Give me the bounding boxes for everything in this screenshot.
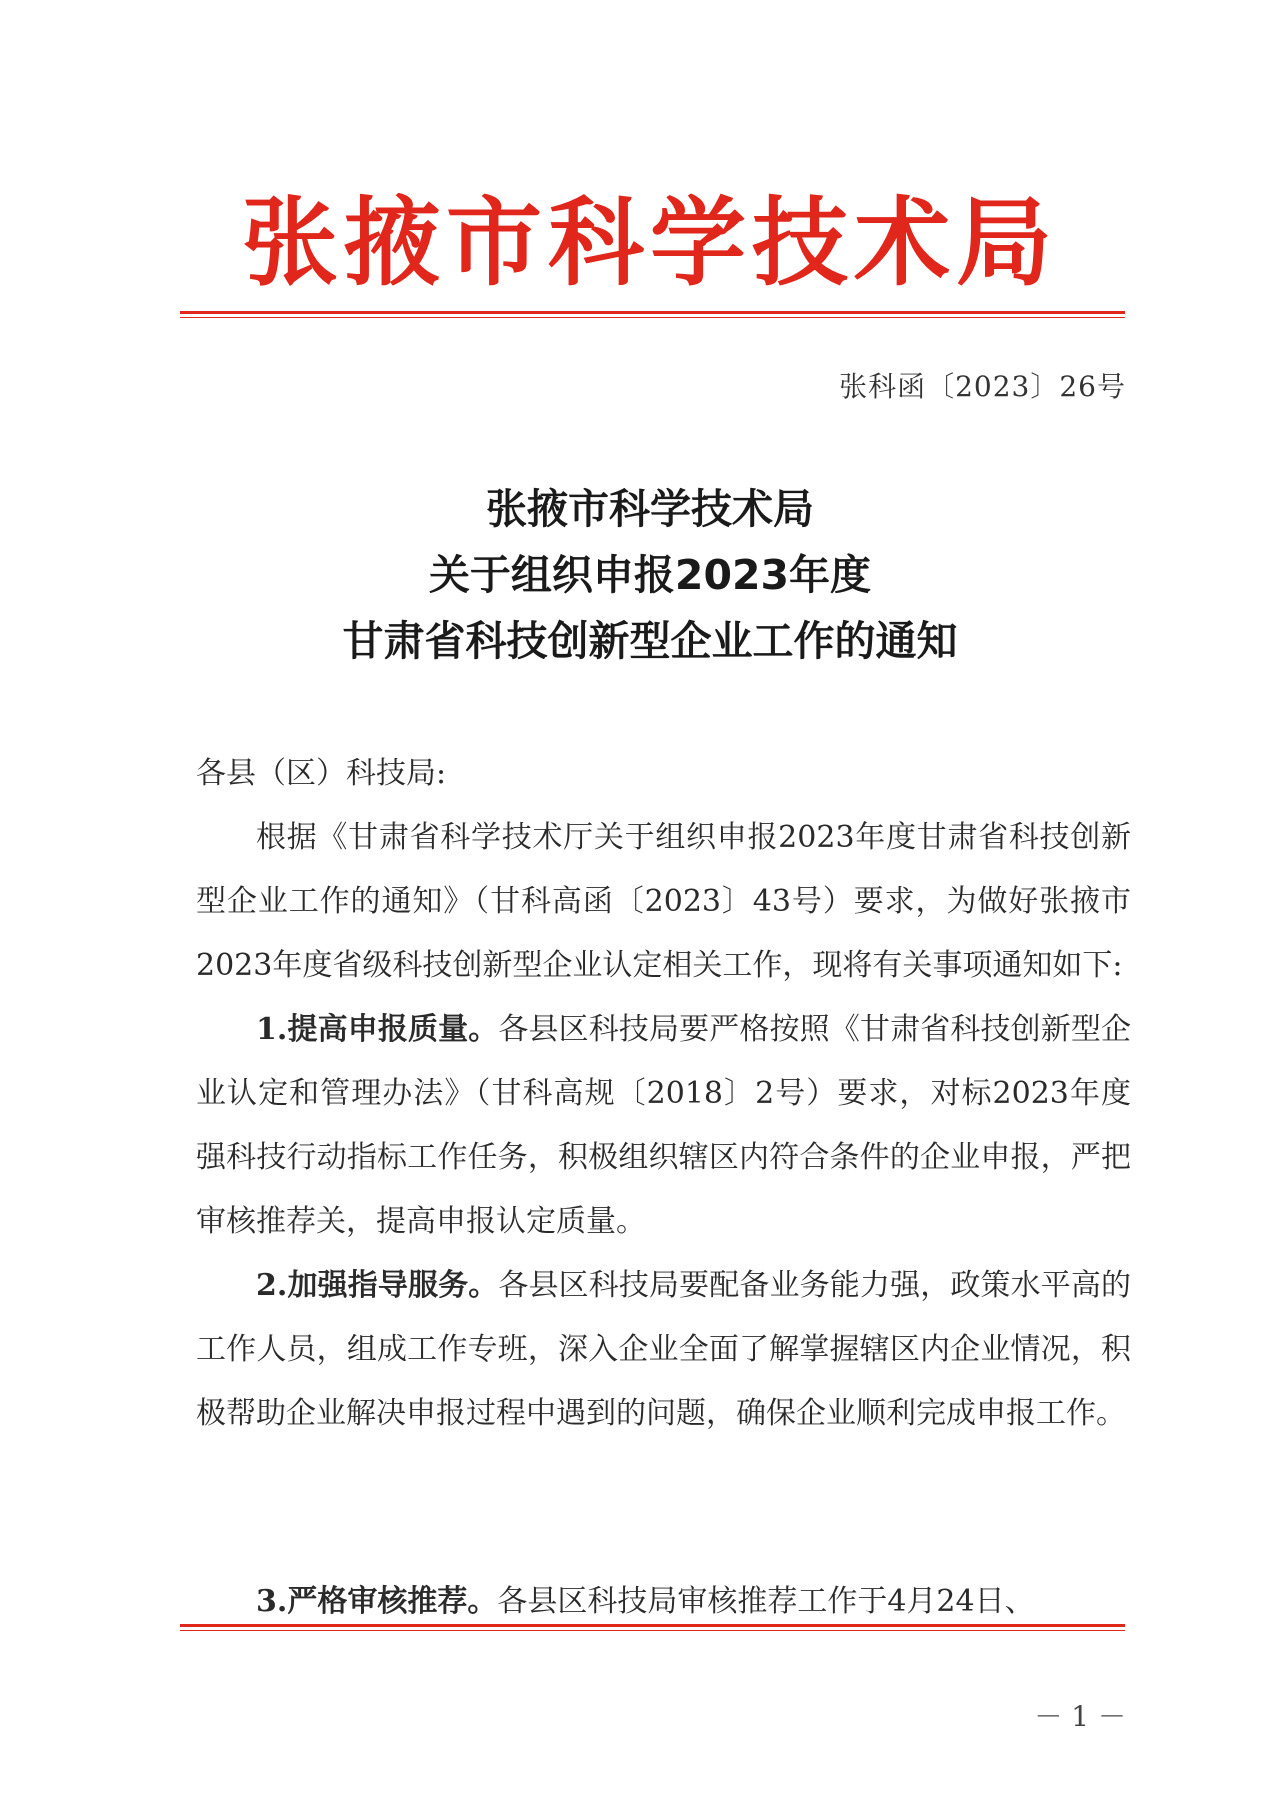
notice-body: [196, 742, 1131, 1446]
page-number: － 1 －: [1034, 1700, 1126, 1733]
item-1-paragraph: [196, 998, 1131, 1254]
title-line-1: 张掖市科学技术局: [486, 485, 814, 533]
intro-paragraph: 根据《甘肃省科学技术厅关于组织申报2023年度甘肃省科技创新型企业工作的通知》（甘科高函〔2023〕43号）要求，为做好张掖市2023年度省级科技创新型企业认定相关工作，现将有关事项通知如下:: [196, 820, 1131, 983]
red-divider-bottom: [180, 1624, 1125, 1631]
item-2-text: 各县区科技局要配备业务能力强，政策水平高的工作人员，组成工作专班，深入企业全面了解掌握辖区内企业情况，积极帮助企业解决申报过程中遇到的问题，确保企业顺利完成申报工作。: [196, 1268, 1131, 1431]
red-divider-top: [180, 311, 1125, 318]
item-1-text: 各县区科技局要严格按照《甘肃省科技创新型企业认定和管理办法》（甘科高规〔2018〕2号）要求，对标2023年度强科技行动指标工作任务，积极组织辖区内符合条件的企业申报，严把审核推荐关，提高申报认定质量。: [196, 1012, 1131, 1239]
item-3-lead: 3.严格审核推荐。: [256, 1584, 498, 1619]
agency-masthead: 张掖市科学技术局: [242, 187, 1058, 299]
notice-title: [180, 476, 1120, 674]
title-line-3: 甘肃省科技创新型企业工作的通知: [342, 617, 958, 665]
item-3-paragraph: [256, 1582, 1035, 1622]
title-line-2: 关于组织申报2023年度: [428, 551, 872, 599]
document-number: 张科函〔2023〕26号: [839, 370, 1126, 403]
salutation: 各县（区）科技局:: [196, 756, 447, 791]
item-1-lead: 1.提高申报质量。: [256, 1012, 499, 1047]
item-2-lead: 2.加强指导服务。: [256, 1268, 499, 1303]
item-3-text: 各县区科技局审核推荐工作于4月24日、: [497, 1584, 1035, 1619]
item-2-paragraph: [196, 1254, 1131, 1446]
